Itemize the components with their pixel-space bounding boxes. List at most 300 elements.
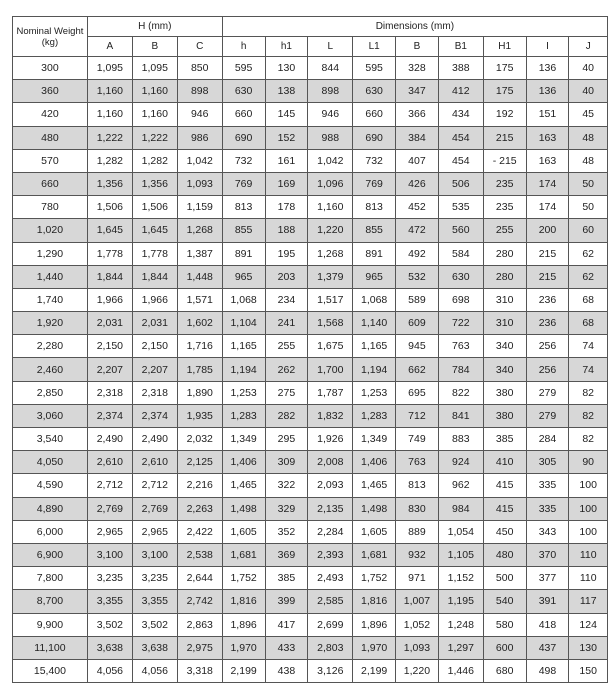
table-cell: 1,105 xyxy=(438,543,483,566)
table-cell: 535 xyxy=(438,196,483,219)
table-cell: 437 xyxy=(526,636,569,659)
table-cell: 2,644 xyxy=(177,567,222,590)
table-cell: 2,863 xyxy=(177,613,222,636)
table-cell: 1,165 xyxy=(222,335,265,358)
table-cell: 1,568 xyxy=(308,312,353,335)
table-cell: 1,194 xyxy=(222,358,265,381)
table-cell: 203 xyxy=(265,265,308,288)
table-cell: 1,268 xyxy=(308,242,353,265)
table-cell: 695 xyxy=(396,381,439,404)
table-cell: 1,517 xyxy=(308,288,353,311)
table-cell: 82 xyxy=(569,404,608,427)
table-cell: 255 xyxy=(265,335,308,358)
table-row xyxy=(13,172,608,195)
table-cell: 340 xyxy=(483,358,526,381)
table-cell: 898 xyxy=(308,80,353,103)
table-cell: 690 xyxy=(353,126,396,149)
table-cell: 1,446 xyxy=(438,659,483,682)
nominal-weight-cell: 660 xyxy=(13,172,88,195)
header-col-A: A xyxy=(87,37,132,57)
table-cell: 1,832 xyxy=(308,404,353,427)
table-cell: 1,165 xyxy=(353,335,396,358)
table-cell: 660 xyxy=(222,103,265,126)
table-cell: 1,093 xyxy=(177,172,222,195)
table-row xyxy=(13,497,608,520)
table-cell: 1,160 xyxy=(308,196,353,219)
table-cell: 1,282 xyxy=(132,149,177,172)
table-cell: 175 xyxy=(483,80,526,103)
table-cell: 329 xyxy=(265,497,308,520)
table-row xyxy=(13,103,608,126)
table-cell: 1,448 xyxy=(177,265,222,288)
table-cell: 1,220 xyxy=(308,219,353,242)
nominal-weight-cell: 360 xyxy=(13,80,88,103)
header-col-h1: h1 xyxy=(265,37,308,57)
table-cell: 3,318 xyxy=(177,659,222,682)
table-cell: 241 xyxy=(265,312,308,335)
table-cell: 1,253 xyxy=(353,381,396,404)
table-cell: 151 xyxy=(526,103,569,126)
table-cell: 1,406 xyxy=(353,451,396,474)
table-cell: 630 xyxy=(222,80,265,103)
table-cell: 1,752 xyxy=(222,567,265,590)
table-cell: 450 xyxy=(483,520,526,543)
table-cell: 1,844 xyxy=(87,265,132,288)
table-cell: 600 xyxy=(483,636,526,659)
table-cell: 454 xyxy=(438,149,483,172)
table-cell: 145 xyxy=(265,103,308,126)
header-h-group: H (mm) xyxy=(87,17,222,37)
table-cell: 1,785 xyxy=(177,358,222,381)
nominal-weight-cell: 3,060 xyxy=(13,404,88,427)
table-cell: 945 xyxy=(396,335,439,358)
table-cell: 1,896 xyxy=(222,613,265,636)
nominal-weight-cell: 6,900 xyxy=(13,543,88,566)
table-cell: 433 xyxy=(265,636,308,659)
table-cell: 352 xyxy=(265,520,308,543)
table-cell: 407 xyxy=(396,149,439,172)
table-cell: 1,356 xyxy=(87,172,132,195)
table-cell: 1,220 xyxy=(396,659,439,682)
table-cell: 74 xyxy=(569,335,608,358)
nominal-weight-cell: 1,020 xyxy=(13,219,88,242)
table-cell: 335 xyxy=(526,474,569,497)
table-cell: 2,585 xyxy=(308,590,353,613)
table-cell: 1,160 xyxy=(132,103,177,126)
table-cell: 841 xyxy=(438,404,483,427)
table-cell: 310 xyxy=(483,288,526,311)
table-cell: 1,042 xyxy=(308,149,353,172)
table-cell: 347 xyxy=(396,80,439,103)
table-cell: 295 xyxy=(265,428,308,451)
table-cell: 1,966 xyxy=(132,288,177,311)
table-cell: 40 xyxy=(569,57,608,80)
table-cell: 438 xyxy=(265,659,308,682)
table-cell: 1,498 xyxy=(222,497,265,520)
table-cell: 784 xyxy=(438,358,483,381)
table-cell: 1,935 xyxy=(177,404,222,427)
table-row xyxy=(13,451,608,474)
table-cell: 2,712 xyxy=(87,474,132,497)
table-cell: 2,374 xyxy=(132,404,177,427)
table-cell: 1,752 xyxy=(353,567,396,590)
table-cell: 279 xyxy=(526,404,569,427)
table-cell: 986 xyxy=(177,126,222,149)
table-cell: 3,355 xyxy=(132,590,177,613)
table-cell: 262 xyxy=(265,358,308,381)
table-cell: 62 xyxy=(569,265,608,288)
table-cell: 498 xyxy=(526,659,569,682)
table-cell: 1,222 xyxy=(132,126,177,149)
table-cell: 136 xyxy=(526,80,569,103)
table-cell: 984 xyxy=(438,497,483,520)
table-cell: 690 xyxy=(222,126,265,149)
table-row xyxy=(13,126,608,149)
table-cell: 480 xyxy=(483,543,526,566)
nominal-weight-cell: 570 xyxy=(13,149,88,172)
table-cell: 589 xyxy=(396,288,439,311)
table-cell: 855 xyxy=(222,219,265,242)
table-cell: 891 xyxy=(222,242,265,265)
table-cell: 138 xyxy=(265,80,308,103)
table-row xyxy=(13,335,608,358)
table-cell: 188 xyxy=(265,219,308,242)
table-cell: 2,538 xyxy=(177,543,222,566)
nominal-weight-cell: 780 xyxy=(13,196,88,219)
table-cell: 2,610 xyxy=(87,451,132,474)
table-cell: 609 xyxy=(396,312,439,335)
table-cell: 215 xyxy=(526,242,569,265)
table-cell: 492 xyxy=(396,242,439,265)
table-cell: 3,100 xyxy=(87,543,132,566)
header-col-B-dim: B xyxy=(396,37,439,57)
table-cell: 256 xyxy=(526,358,569,381)
table-cell: 1,465 xyxy=(222,474,265,497)
table-row xyxy=(13,219,608,242)
table-row xyxy=(13,474,608,497)
table-cell: 844 xyxy=(308,57,353,80)
table-row xyxy=(13,520,608,543)
table-cell: 2,263 xyxy=(177,497,222,520)
table-cell: 169 xyxy=(265,172,308,195)
table-cell: 1,160 xyxy=(132,80,177,103)
nominal-weight-cell: 2,280 xyxy=(13,335,88,358)
table-row xyxy=(13,242,608,265)
table-cell: 235 xyxy=(483,172,526,195)
table-cell: 163 xyxy=(526,149,569,172)
table-cell: 1,159 xyxy=(177,196,222,219)
table-cell: 1,844 xyxy=(132,265,177,288)
table-cell: 988 xyxy=(308,126,353,149)
nominal-weight-cell: 11,100 xyxy=(13,636,88,659)
table-cell: 1,645 xyxy=(87,219,132,242)
table-cell: 540 xyxy=(483,590,526,613)
table-cell: 1,096 xyxy=(308,172,353,195)
table-cell: 415 xyxy=(483,474,526,497)
table-cell: 366 xyxy=(396,103,439,126)
table-cell: 855 xyxy=(353,219,396,242)
table-cell: 1,970 xyxy=(353,636,396,659)
table-cell: 763 xyxy=(438,335,483,358)
table-row xyxy=(13,265,608,288)
table-cell: 698 xyxy=(438,288,483,311)
table-cell: 2,031 xyxy=(132,312,177,335)
table-cell: 946 xyxy=(308,103,353,126)
table-cell: 50 xyxy=(569,196,608,219)
table-cell: 3,355 xyxy=(87,590,132,613)
table-cell: 195 xyxy=(265,242,308,265)
table-cell: 2,374 xyxy=(87,404,132,427)
table-cell: 2,742 xyxy=(177,590,222,613)
table-cell: 280 xyxy=(483,265,526,288)
table-cell: 813 xyxy=(396,474,439,497)
table-cell: 2,803 xyxy=(308,636,353,659)
table-cell: 236 xyxy=(526,312,569,335)
table-row xyxy=(13,196,608,219)
table-cell: 1,816 xyxy=(222,590,265,613)
table-cell: 130 xyxy=(569,636,608,659)
table-cell: - 215 xyxy=(483,149,526,172)
table-cell: 235 xyxy=(483,196,526,219)
nominal-weight-cell: 2,850 xyxy=(13,381,88,404)
table-row xyxy=(13,149,608,172)
table-cell: 1,645 xyxy=(132,219,177,242)
table-cell: 1,007 xyxy=(396,590,439,613)
table-cell: 732 xyxy=(222,149,265,172)
table-cell: 1,349 xyxy=(353,428,396,451)
table-cell: 1,283 xyxy=(353,404,396,427)
table-cell: 2,318 xyxy=(132,381,177,404)
table-cell: 898 xyxy=(177,80,222,103)
table-cell: 388 xyxy=(438,57,483,80)
table-cell: 1,716 xyxy=(177,335,222,358)
table-cell: 236 xyxy=(526,288,569,311)
table-cell: 1,268 xyxy=(177,219,222,242)
table-cell: 174 xyxy=(526,196,569,219)
table-cell: 1,700 xyxy=(308,358,353,381)
nominal-weight-cell: 15,400 xyxy=(13,659,88,682)
table-cell: 1,571 xyxy=(177,288,222,311)
table-cell: 506 xyxy=(438,172,483,195)
table-row xyxy=(13,57,608,80)
table-cell: 280 xyxy=(483,242,526,265)
table-cell: 1,160 xyxy=(87,80,132,103)
table-cell: 1,465 xyxy=(353,474,396,497)
table-cell: 813 xyxy=(222,196,265,219)
table-cell: 1,681 xyxy=(353,543,396,566)
table-cell: 1,160 xyxy=(87,103,132,126)
table-row xyxy=(13,381,608,404)
table-cell: 1,966 xyxy=(87,288,132,311)
table-cell: 1,282 xyxy=(87,149,132,172)
table-cell: 454 xyxy=(438,126,483,149)
table-cell: 68 xyxy=(569,288,608,311)
table-cell: 82 xyxy=(569,381,608,404)
table-row xyxy=(13,288,608,311)
header-nominal-weight: Nominal Weight (kg) xyxy=(13,17,88,57)
table-cell: 2,769 xyxy=(87,497,132,520)
table-cell: 284 xyxy=(526,428,569,451)
table-cell: 1,387 xyxy=(177,242,222,265)
table-cell: 1,297 xyxy=(438,636,483,659)
table-cell: 932 xyxy=(396,543,439,566)
header-col-L: L xyxy=(308,37,353,57)
table-cell: 1,605 xyxy=(222,520,265,543)
table-cell: 215 xyxy=(526,265,569,288)
table-cell: 74 xyxy=(569,358,608,381)
table-cell: 971 xyxy=(396,567,439,590)
table-cell: 452 xyxy=(396,196,439,219)
table-cell: 630 xyxy=(353,80,396,103)
table-cell: 418 xyxy=(526,613,569,636)
table-cell: 1,506 xyxy=(87,196,132,219)
table-cell: 2,610 xyxy=(132,451,177,474)
table-cell: 1,093 xyxy=(396,636,439,659)
table-row xyxy=(13,543,608,566)
table-cell: 434 xyxy=(438,103,483,126)
table-cell: 2,150 xyxy=(132,335,177,358)
table-cell: 1,140 xyxy=(353,312,396,335)
table-cell: 40 xyxy=(569,80,608,103)
table-cell: 110 xyxy=(569,543,608,566)
nominal-weight-cell: 6,000 xyxy=(13,520,88,543)
table-cell: 1,152 xyxy=(438,567,483,590)
table-cell: 161 xyxy=(265,149,308,172)
table-cell: 595 xyxy=(222,57,265,80)
table-cell: 2,199 xyxy=(353,659,396,682)
table-cell: 2,712 xyxy=(132,474,177,497)
table-cell: 630 xyxy=(438,265,483,288)
table-cell: 2,031 xyxy=(87,312,132,335)
table-cell: 2,125 xyxy=(177,451,222,474)
table-cell: 3,638 xyxy=(87,636,132,659)
table-cell: 2,216 xyxy=(177,474,222,497)
table-cell: 3,235 xyxy=(87,567,132,590)
table-row xyxy=(13,80,608,103)
table-cell: 813 xyxy=(353,196,396,219)
table-cell: 1,248 xyxy=(438,613,483,636)
table-cell: 3,502 xyxy=(87,613,132,636)
table-cell: 282 xyxy=(265,404,308,427)
table-cell: 391 xyxy=(526,590,569,613)
table-cell: 150 xyxy=(569,659,608,682)
table-cell: 322 xyxy=(265,474,308,497)
table-cell: 749 xyxy=(396,428,439,451)
table-cell: 2,284 xyxy=(308,520,353,543)
table-cell: 722 xyxy=(438,312,483,335)
table-cell: 1,253 xyxy=(222,381,265,404)
table-cell: 850 xyxy=(177,57,222,80)
table-cell: 830 xyxy=(396,497,439,520)
table-row xyxy=(13,312,608,335)
table-row xyxy=(13,613,608,636)
table-cell: 117 xyxy=(569,590,608,613)
table-cell: 3,638 xyxy=(132,636,177,659)
table-cell: 192 xyxy=(483,103,526,126)
table-cell: 1,042 xyxy=(177,149,222,172)
header-dimensions-group: Dimensions (mm) xyxy=(222,17,607,37)
table-cell: 946 xyxy=(177,103,222,126)
table-cell: 130 xyxy=(265,57,308,80)
table-cell: 2,150 xyxy=(87,335,132,358)
table-body xyxy=(13,57,608,683)
table-row xyxy=(13,659,608,682)
table-cell: 1,356 xyxy=(132,172,177,195)
table-cell: 962 xyxy=(438,474,483,497)
table-row xyxy=(13,567,608,590)
table-cell: 100 xyxy=(569,497,608,520)
table-cell: 2,975 xyxy=(177,636,222,659)
table-row xyxy=(13,590,608,613)
table-row xyxy=(13,428,608,451)
table-cell: 1,283 xyxy=(222,404,265,427)
table-cell: 472 xyxy=(396,219,439,242)
table-cell: 680 xyxy=(483,659,526,682)
table-cell: 1,778 xyxy=(87,242,132,265)
nominal-weight-cell: 4,050 xyxy=(13,451,88,474)
table-cell: 275 xyxy=(265,381,308,404)
table-cell: 1,926 xyxy=(308,428,353,451)
table-cell: 4,056 xyxy=(87,659,132,682)
table-cell: 2,493 xyxy=(308,567,353,590)
table-cell: 1,970 xyxy=(222,636,265,659)
table-cell: 1,379 xyxy=(308,265,353,288)
table-cell: 1,194 xyxy=(353,358,396,381)
table-cell: 2,965 xyxy=(87,520,132,543)
nominal-weight-cell: 420 xyxy=(13,103,88,126)
table-cell: 175 xyxy=(483,57,526,80)
table-cell: 370 xyxy=(526,543,569,566)
nominal-weight-cell: 2,460 xyxy=(13,358,88,381)
table-cell: 1,498 xyxy=(353,497,396,520)
table-cell: 200 xyxy=(526,219,569,242)
table-cell: 380 xyxy=(483,404,526,427)
table-cell: 1,506 xyxy=(132,196,177,219)
table-cell: 343 xyxy=(526,520,569,543)
table-cell: 90 xyxy=(569,451,608,474)
table-cell: 2,699 xyxy=(308,613,353,636)
table-cell: 1,095 xyxy=(132,57,177,80)
table-cell: 415 xyxy=(483,497,526,520)
table-cell: 340 xyxy=(483,335,526,358)
table-cell: 256 xyxy=(526,335,569,358)
table-cell: 377 xyxy=(526,567,569,590)
table-cell: 124 xyxy=(569,613,608,636)
table-cell: 310 xyxy=(483,312,526,335)
table-cell: 1,890 xyxy=(177,381,222,404)
header-col-B: B xyxy=(132,37,177,57)
table-cell: 328 xyxy=(396,57,439,80)
table-cell: 1,222 xyxy=(87,126,132,149)
table-cell: 385 xyxy=(265,567,308,590)
table-cell: 1,602 xyxy=(177,312,222,335)
table-cell: 822 xyxy=(438,381,483,404)
dimensions-table xyxy=(12,16,608,683)
nominal-weight-cell: 9,900 xyxy=(13,613,88,636)
table-cell: 965 xyxy=(222,265,265,288)
table-cell: 215 xyxy=(483,126,526,149)
table-cell: 45 xyxy=(569,103,608,126)
table-cell: 399 xyxy=(265,590,308,613)
nominal-weight-cell: 1,920 xyxy=(13,312,88,335)
table-cell: 369 xyxy=(265,543,308,566)
table-cell: 2,393 xyxy=(308,543,353,566)
table-cell: 889 xyxy=(396,520,439,543)
table-cell: 2,008 xyxy=(308,451,353,474)
table-cell: 380 xyxy=(483,381,526,404)
table-cell: 3,126 xyxy=(308,659,353,682)
table-cell: 60 xyxy=(569,219,608,242)
